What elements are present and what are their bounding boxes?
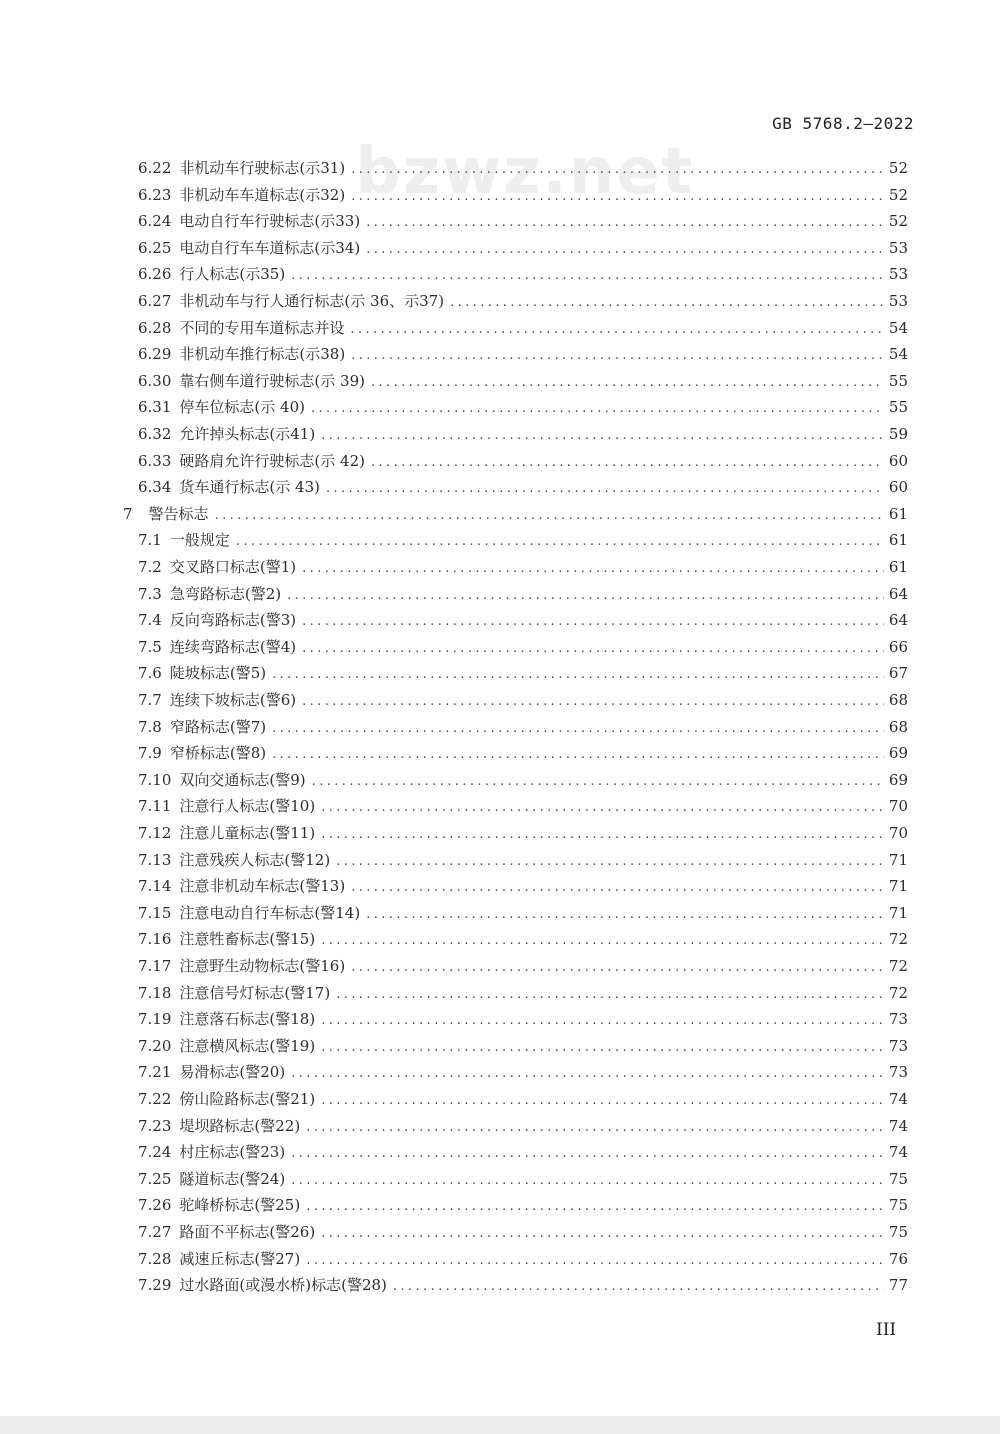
toc-entry[interactable] <box>138 689 908 711</box>
toc-entry-number: 7.28 <box>138 1249 172 1268</box>
toc-entry-number: 7.4 <box>138 611 162 630</box>
toc-entry[interactable] <box>138 1035 908 1057</box>
toc-entry-title: 警告标志 <box>148 504 209 523</box>
toc-entry-number: 6.32 <box>138 425 172 443</box>
toc-entry-page: 67 <box>888 664 908 683</box>
toc-entry-number: 7.15 <box>138 903 172 922</box>
toc-entry-title: 易滑标志(警20) <box>179 1063 286 1082</box>
toc-dot-leader <box>321 797 884 819</box>
toc-entry-number: 7.14 <box>138 877 172 896</box>
toc-dot-leader <box>321 1223 884 1245</box>
toc-entry[interactable] <box>138 1168 908 1190</box>
toc-dot-leader <box>321 1037 884 1059</box>
toc-entry[interactable] <box>138 237 908 259</box>
page-number: III <box>876 1320 897 1340</box>
toc-entry-number: 7.20 <box>138 1036 172 1055</box>
toc-entry[interactable] <box>138 982 908 1004</box>
toc-entry-page: 70 <box>888 797 908 816</box>
toc-dot-leader <box>321 1010 884 1032</box>
toc-entry-title: 连续下坡标志(警6) <box>169 691 297 709</box>
toc-entry[interactable] <box>138 184 908 206</box>
toc-entry-number: 7.5 <box>138 637 162 656</box>
toc-entry[interactable] <box>138 1115 908 1137</box>
toc-entry[interactable] <box>138 716 908 738</box>
toc-entry-number: 7.16 <box>138 930 172 949</box>
toc-entry-number: 7.21 <box>138 1063 172 1082</box>
toc-entry-page: 69 <box>888 744 908 763</box>
toc-entry-number: 7.8 <box>138 717 162 736</box>
toc-entry-number: 6.28 <box>138 318 172 337</box>
toc-entry-title: 非机动车推行标志(示38) <box>179 345 346 364</box>
toc-entry[interactable] <box>138 1141 908 1163</box>
toc-entry-title: 陡坡标志(警5) <box>169 664 267 683</box>
toc-entry-page: 60 <box>888 451 908 470</box>
toc-entry[interactable] <box>138 609 908 631</box>
toc-dot-leader <box>351 877 884 899</box>
toc-entry[interactable] <box>138 450 908 472</box>
toc-entry-number: 7.26 <box>138 1196 172 1215</box>
toc-entry[interactable] <box>138 583 908 605</box>
toc-entry[interactable] <box>138 263 908 285</box>
toc-dot-leader <box>336 984 884 1006</box>
toc-entry-page: 53 <box>888 292 908 310</box>
toc-dot-leader <box>336 851 884 873</box>
toc-dot-leader <box>350 319 884 341</box>
toc-entry[interactable] <box>138 529 908 551</box>
toc-entry-number: 6.22 <box>138 159 172 177</box>
toc-entry-number: 7.1 <box>138 531 162 550</box>
toc-entry-page: 64 <box>888 584 908 603</box>
toc-dot-leader <box>351 345 884 367</box>
toc-entry-title: 注意儿童标志(警11) <box>179 824 316 842</box>
toc-entry-page: 73 <box>888 1036 908 1055</box>
toc-entry[interactable] <box>138 1061 908 1083</box>
toc-entry-page: 68 <box>888 691 908 709</box>
toc-entry[interactable] <box>138 769 908 791</box>
toc-entry-title: 注意电动自行车标志(警14) <box>179 903 361 922</box>
toc-entry[interactable] <box>138 1221 908 1243</box>
watermark: bzwz.net <box>355 135 695 209</box>
toc-dot-leader <box>272 718 884 740</box>
toc-entry[interactable] <box>138 822 908 844</box>
toc-entry-number: 7.13 <box>138 850 172 869</box>
toc-entry-title: 注意信号灯标志(警17) <box>179 983 331 1002</box>
toc-entry-page: 64 <box>888 611 908 630</box>
toc-entry-number: 7.7 <box>138 691 162 709</box>
toc-dot-leader <box>272 744 884 766</box>
toc-entry-number: 6.34 <box>138 478 172 497</box>
toc-entry-number: 7.19 <box>138 1010 172 1029</box>
toc-entry-page: 69 <box>888 770 908 789</box>
toc-entry-title: 急弯路标志(警2) <box>169 584 282 603</box>
toc-dot-leader <box>291 1143 884 1165</box>
toc-entry-number: 7.12 <box>138 824 172 842</box>
toc-entry-number: 7.2 <box>138 558 162 576</box>
toc-entry-page: 54 <box>888 345 908 364</box>
toc-entry-page: 73 <box>888 1010 908 1029</box>
toc-entry[interactable] <box>138 928 908 950</box>
toc-entry-title: 堤坝路标志(警22) <box>179 1116 301 1135</box>
toc-entry-page: 66 <box>888 637 908 656</box>
toc-entry-number: 7.10 <box>138 770 172 789</box>
toc-entry-page: 61 <box>888 504 908 523</box>
toc-entry-title: 一般规定 <box>169 531 230 550</box>
toc-entry-page: 72 <box>888 957 908 975</box>
toc-dot-leader <box>312 771 884 793</box>
toc-entry[interactable] <box>138 210 908 232</box>
toc-entry-number: 6.26 <box>138 265 172 284</box>
toc-entry-number: 7 <box>123 504 133 523</box>
toc-dot-leader <box>321 824 884 846</box>
toc-dot-leader <box>393 1276 884 1298</box>
toc-entry-number: 7.6 <box>138 664 162 683</box>
toc-entry-title: 连续弯路标志(警4) <box>169 637 297 656</box>
toc-dot-leader <box>321 930 884 952</box>
toc-entry-title: 注意非机动车标志(警13) <box>179 877 346 896</box>
toc-entry[interactable] <box>138 1194 908 1216</box>
toc-entry-title: 货车通行标志(示 43) <box>179 478 320 497</box>
toc-entry-page: 74 <box>888 1116 908 1135</box>
toc-entry-page: 71 <box>888 850 908 869</box>
toc-dot-leader <box>366 904 884 926</box>
toc-dot-leader <box>272 664 884 686</box>
toc-entry-title: 注意横风标志(警19) <box>179 1036 316 1055</box>
toc-entry[interactable] <box>138 157 908 179</box>
toc-entry-page: 53 <box>888 238 908 257</box>
toc-dot-leader <box>302 558 884 580</box>
toc-entry-number: 7.27 <box>138 1223 172 1241</box>
toc-entry-title: 隧道标志(警24) <box>179 1169 286 1188</box>
toc-entry-title: 双向交通标志(警9) <box>179 770 306 789</box>
toc-entry-number: 7.22 <box>138 1090 172 1108</box>
toc-entry-title: 电动自行车行驶标志(示33) <box>179 212 361 231</box>
toc-entry-title: 非机动车车道标志(示32) <box>179 185 346 204</box>
standard-code: GB 5768.2—2022 <box>772 114 914 133</box>
toc-entry-number: 7.25 <box>138 1169 172 1188</box>
toc-entry-page: 60 <box>888 478 908 497</box>
toc-dot-leader <box>351 957 884 979</box>
toc-entry-page: 55 <box>888 371 908 390</box>
toc-entry[interactable] <box>138 902 908 924</box>
toc-entry[interactable] <box>138 476 908 498</box>
toc-entry[interactable] <box>138 795 908 817</box>
toc-entry-title: 注意残疾人标志(警12) <box>179 850 331 869</box>
toc-entry[interactable] <box>138 343 908 365</box>
toc-entry-page: 53 <box>888 265 908 284</box>
toc-entry[interactable] <box>138 955 908 977</box>
toc-entry-title: 硬路肩允许行驶标志(示 42) <box>179 451 365 470</box>
toc-entry-page: 52 <box>888 185 908 204</box>
toc-dot-leader <box>291 265 884 287</box>
toc-dot-leader <box>215 505 884 527</box>
toc-entry-number: 7.23 <box>138 1116 172 1135</box>
toc-entry-page: 52 <box>888 212 908 231</box>
toc-dot-leader <box>306 1250 884 1272</box>
toc-dot-leader <box>302 638 884 660</box>
toc-entry-number: 7.3 <box>138 584 162 603</box>
toc-entry-page: 54 <box>888 318 908 337</box>
toc-dot-leader <box>326 478 884 500</box>
toc-entry-title: 注意落石标志(警18) <box>179 1010 316 1029</box>
toc-entry-title: 窄桥标志(警8) <box>169 744 267 763</box>
toc-entry-page: 68 <box>888 717 908 736</box>
toc-dot-leader <box>236 531 884 553</box>
toc-entry[interactable] <box>138 875 908 897</box>
toc-entry-title: 行人标志(示35) <box>179 265 286 284</box>
toc-entry-title: 驼峰桥标志(警25) <box>179 1196 301 1215</box>
toc-entry[interactable] <box>138 636 908 658</box>
toc-entry[interactable] <box>138 1008 908 1030</box>
toc-entry[interactable] <box>138 1088 908 1110</box>
toc-entry-number: 6.31 <box>138 398 172 417</box>
toc-entry-title: 允许掉头标志(示41) <box>179 425 316 443</box>
toc-dot-leader <box>291 1170 884 1192</box>
toc-entry-number: 7.17 <box>138 957 172 975</box>
toc-entry-title: 注意行人标志(警10) <box>179 797 316 816</box>
toc-entry-page: 52 <box>888 159 908 177</box>
toc-entry-title: 路面不平标志(警26) <box>179 1223 316 1241</box>
toc-dot-leader <box>371 372 884 394</box>
toc-entry-page: 71 <box>888 903 908 922</box>
toc-entry[interactable] <box>138 1248 908 1270</box>
toc-entry-title: 停车位标志(示 40) <box>179 398 305 417</box>
toc-dot-leader <box>450 292 884 314</box>
toc-entry[interactable] <box>138 556 908 578</box>
toc-entry[interactable] <box>123 503 908 525</box>
toc-entry[interactable] <box>138 423 908 445</box>
toc-entry-page: 72 <box>888 983 908 1002</box>
toc-entry-page: 75 <box>888 1223 908 1241</box>
toc-entry-title: 过水路面(或漫水桥)标志(警28) <box>179 1276 387 1295</box>
toc-entry-number: 7.9 <box>138 744 162 763</box>
toc-entry-title: 傍山险路标志(警21) <box>179 1090 316 1108</box>
toc-entry-title: 非机动车与行人通行标志(示 36、示37) <box>179 292 445 310</box>
toc-dot-leader <box>351 159 884 181</box>
toc-entry-title: 反向弯路标志(警3) <box>169 611 297 630</box>
toc-entry[interactable] <box>138 317 908 339</box>
toc-entry-number: 6.30 <box>138 371 172 390</box>
toc-entry-number: 6.25 <box>138 238 172 257</box>
toc-dot-leader <box>366 239 884 261</box>
toc-entry[interactable] <box>138 662 908 684</box>
toc-dot-leader <box>306 1117 884 1139</box>
toc-entry-number: 7.24 <box>138 1143 172 1162</box>
toc-entry-number: 7.18 <box>138 983 172 1002</box>
toc-dot-leader <box>321 425 884 447</box>
toc-entry[interactable] <box>138 742 908 764</box>
toc-entry[interactable] <box>138 849 908 871</box>
toc-entry-page: 71 <box>888 877 908 896</box>
toc-entry[interactable] <box>138 1274 908 1296</box>
toc-entry-title: 注意野生动物标志(警16) <box>179 957 346 975</box>
toc-dot-leader <box>287 585 884 607</box>
toc-dot-leader <box>371 452 884 474</box>
toc-entry-title: 村庄标志(警23) <box>179 1143 286 1162</box>
toc-entry-page: 75 <box>888 1169 908 1188</box>
toc-entry-number: 6.27 <box>138 292 172 310</box>
toc-entry-number: 7.11 <box>138 797 172 816</box>
toc-entry-number: 6.33 <box>138 451 172 470</box>
toc-entry-title: 减速丘标志(警27) <box>179 1249 301 1268</box>
toc-entry-page: 55 <box>888 398 908 417</box>
toc-entry-number: 6.29 <box>138 345 172 364</box>
toc-dot-leader <box>351 186 884 208</box>
toc-dot-leader <box>291 1063 884 1085</box>
toc-entry-page: 70 <box>888 824 908 842</box>
toc-entry-number: 6.24 <box>138 212 172 231</box>
toc-entry-page: 61 <box>888 531 908 550</box>
toc-entry-number: 7.29 <box>138 1276 172 1295</box>
toc-entry[interactable] <box>138 396 908 418</box>
toc-dot-leader <box>321 1090 884 1112</box>
toc-entry-number: 6.23 <box>138 185 172 204</box>
toc-entry-page: 73 <box>888 1063 908 1082</box>
toc-entry-title: 交叉路口标志(警1) <box>169 558 297 576</box>
toc-dot-leader <box>366 212 884 234</box>
toc-entry-page: 61 <box>888 558 908 576</box>
toc-entry-page: 74 <box>888 1143 908 1162</box>
toc-dot-leader <box>302 611 884 633</box>
toc-dot-leader <box>311 398 884 420</box>
toc-entry-title: 靠右侧车道行驶标志(示 39) <box>179 371 365 390</box>
viewer-bottom-strip <box>0 1416 1000 1434</box>
toc-entry-page: 77 <box>888 1276 908 1295</box>
toc-dot-leader <box>302 691 884 713</box>
toc-entry-page: 76 <box>888 1249 908 1268</box>
toc-dot-leader <box>306 1196 884 1218</box>
toc-entry-page: 59 <box>888 425 908 443</box>
toc-entry-title: 窄路标志(警7) <box>169 717 267 736</box>
toc-entry-page: 72 <box>888 930 908 949</box>
toc-entry-page: 75 <box>888 1196 908 1215</box>
toc-entry[interactable] <box>138 370 908 392</box>
toc-entry-title: 注意牲畜标志(警15) <box>179 930 316 949</box>
toc-entry-title: 不同的专用车道标志并设 <box>179 318 345 337</box>
toc-entry-title: 电动自行车车道标志(示34) <box>179 238 361 257</box>
toc-entry[interactable] <box>138 290 908 312</box>
toc-entry-title: 非机动车行驶标志(示31) <box>179 159 346 177</box>
toc-entry-page: 74 <box>888 1090 908 1108</box>
